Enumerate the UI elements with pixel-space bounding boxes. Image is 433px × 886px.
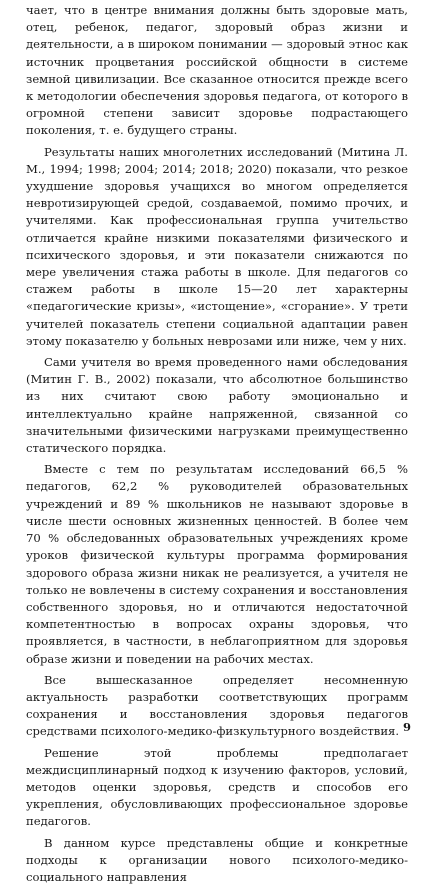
paragraph-3: Сами учителя во время проведенного нами обследования (Митин Г. В., 2002) показали, что абсолютное большинство из них считают свою работу эмоционально и интеллектуально крайне напряженной, связанной со значительными физическими нагрузками преимущественно статического порядка.: [26, 355, 408, 456]
paragraph-2: Результаты наших многолетних исследований (Митина Л. М., 1994; 1998; 2004; 2014; 2018; 2020) показали, что резкое ухудшение здоровья учащихся во многом определяется невротизирующей средой, создаваемой, помимо прочих, и учителями. Как профессиональная группа учительство отличается крайне низкими показателями физического и психического здоровья, и эти показатели снижаются по мере увеличения стажа работы в школе. Для педагогов со стажем работы в школе 15—20 лет характерны «педагогические кризы», «истощение», «сгорание». У трети учителей показатель степени социальной адаптации равен этому показателю у больных неврозами или ниже, чем у них.: [26, 144, 408, 348]
page-number: 9: [402, 720, 411, 734]
page-body: [26, 2, 408, 886]
paragraph-6: Решение этой проблемы предполагает междисциплинарный подход к изучению факторов, условий, методов оценки здоровья, средств и способов его укрепления, обусловливающих профессиональное здоровье педагогов.: [26, 745, 408, 829]
paragraph-1: чает, что в центре внимания должны быть здоровые мать, отец, ребенок, педагог, здоровый образ жизни и деятельности, а в широком понимании — здоровый этнос как источник процветания российской общности в системе земной цивилизации. Все сказанное относится прежде всего к методологии обеспечения здоровья педагога, от которого в огромной степени зависит здоровье подрастающего поколения, т. е. будущего страны.: [26, 3, 408, 138]
paragraph-5: Все вышесказанное определяет несомненную актуальность разработки соответствующих программ сохранения и восстановления здоровья педагогов средствами психолого-медико-физкультурного воздействия.: [26, 672, 408, 739]
paragraph-7: В данном курсе представлены общие и конкретные подходы к организации нового психолого-медико-социального направления: [26, 835, 408, 884]
paragraph-4: Вместе с тем по результатам исследований 66,5 % педагогов, 62,2 % руководителей образовательных учреждений и 89 % школьников не называют здоровье в числе шести основных жизненных ценностей. В более чем 70 % обследованных образовательных учреждениях кроме уроков физической культуры программа формирования здорового образа жизни никак не реализуется, а учителя не только не вовлечены в систему сохранения и восстановления собственного здоровья, но и отличаются недостаточной компетентностью в вопросах охраны здоровья, что проявляется, в частности, в неблагоприятном для здоровья образе жизни и поведении на рабочих местах.: [26, 462, 408, 666]
